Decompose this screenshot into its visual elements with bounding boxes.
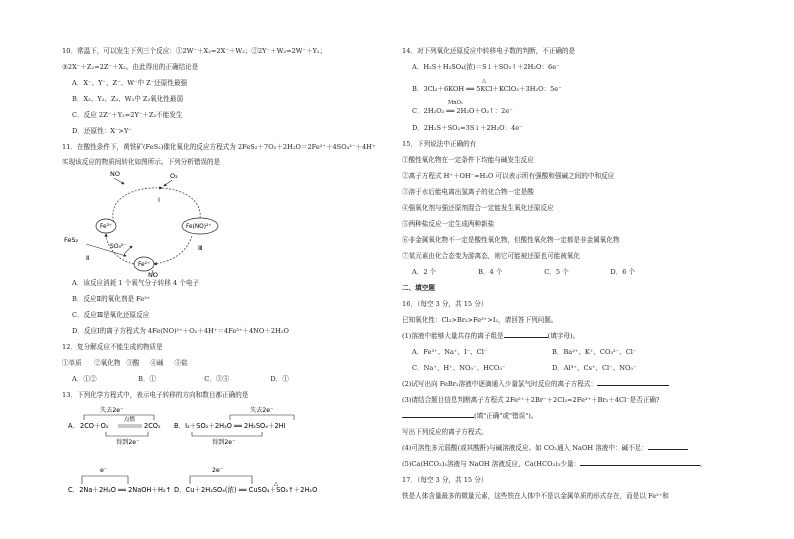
- q13-a-lose-label: 失去2e⁻: [100, 407, 124, 414]
- q16-part5-tail: 。: [700, 460, 707, 468]
- q15-statement-5: ⑤两种盐反应一定生成两种新盐: [402, 220, 495, 228]
- q11-line1: 11．在酸性条件下，黄铁矿(FeS₂)催化氧化的反应方程式为 2FeS₂＋7O₂＋2H₂O＝2Fe²⁺＋4SO₄²⁻＋4H⁺: [62, 143, 376, 151]
- q15-statement-7: ⑦某元素由化合态变为游离态，则它可能被还原也可能被氧化: [402, 252, 581, 260]
- q12-item: ④碱: [150, 359, 164, 367]
- q15-statement-6: ⑥非金属氧化物不一定是酸性氧化物，但酸性氧化物一定都是非金属氧化物: [402, 236, 620, 244]
- q16-part1-text: (1)溶液中能够大量共存的离子组是: [402, 332, 504, 340]
- q16-part3c: 写出下列反应的离子方程式。: [402, 428, 488, 436]
- q15-options: [402, 269, 674, 277]
- step-i-label: Ⅰ: [158, 196, 160, 204]
- q16-part3-blank[interactable]: [402, 417, 474, 418]
- q10-option-c: C．反应 2Z⁻＋Y₂=2Y⁻＋Z₂不能发生: [72, 111, 183, 119]
- cycle-arc-bottom-right: [154, 236, 192, 264]
- q10-line1: 10．常温下，可以发生下列三个反应：①2W⁻＋X₂=2X⁻＋W₂；②2Y⁻＋W₂=2W⁻＋Y₂；: [62, 47, 327, 55]
- q15-option-d: D．6 个: [610, 268, 636, 276]
- q13-c-bracket: [82, 476, 128, 484]
- q13-a-bottom-bracket: [106, 432, 148, 436]
- q16-part4-blank[interactable]: [648, 449, 688, 450]
- q12-item: ③酸: [126, 359, 140, 367]
- q16-option-c: C．Na⁺、H⁺、NO₃⁻、HCO₃⁻: [412, 364, 506, 372]
- q12-option-c: C．③⑤: [204, 375, 230, 383]
- q10-option-b: B．X₂、Y₂、Z₂、W₂中 Z₂氧化性最弱: [72, 95, 184, 103]
- q14-option-d: D．2H₂S＋SO₂=3S↓＋2H₂O：4e⁻: [412, 124, 523, 132]
- no-bottom-label: NO: [148, 271, 158, 278]
- fe3-label: Fe³⁺: [100, 224, 112, 230]
- q12-option-d: D．①: [270, 375, 289, 383]
- q13-a-label: A．: [68, 422, 80, 430]
- q15-stem: 15．下列说法中正确的有: [402, 140, 477, 148]
- q16-part3b-text: (填"正确"或"错误")。: [474, 412, 538, 420]
- step-ii-label: Ⅱ: [86, 254, 90, 262]
- q15-statement-4: ④强氧化剂与强还原剂混合一定能发生氧化还原反应: [402, 204, 554, 212]
- q16-option-a: A．Fe³⁺、Na⁺、I⁻、Cl⁻: [412, 348, 488, 356]
- q16-options-cd: [402, 365, 637, 373]
- q15-option-a: A．2 个: [412, 268, 437, 276]
- q13-a-left: 2CO＋O₂: [80, 422, 109, 430]
- q15-statement-3: ③溶于水后能电离出氢离子的化合物一定是酸: [402, 188, 534, 196]
- q16-given: 已知氧化性：Cl₂>Br₂>Fe³⁺>I₂，请回答下列问题。: [402, 316, 558, 324]
- q10-option-d: D．还原性：X⁻>Y⁻: [72, 127, 132, 135]
- q16-part2-blank[interactable]: [597, 385, 669, 386]
- q12-option-b: B．①: [138, 375, 157, 383]
- q13-equations: [62, 404, 390, 506]
- q10-option-a: A．X⁻、Y⁻、Z⁻、W⁻中 Z⁻还原性最强: [72, 79, 188, 87]
- no-top-label: NO: [110, 170, 120, 178]
- q16-part1-blank[interactable]: [504, 337, 548, 338]
- q13-d-condition: △: [274, 481, 279, 487]
- q16-options-ab: [402, 349, 636, 357]
- q13-c-electron-label: e⁻: [100, 467, 108, 474]
- q12-item: ⑤盐: [174, 359, 188, 367]
- cycle-arc-top-right: [162, 188, 200, 218]
- q11-line2: 实现该反应的物质间转化如图所示。下列分析错误的是: [62, 158, 221, 166]
- feno-label: Fe(NO)²⁺: [186, 224, 212, 230]
- q16-part4-text: (4)可溶性多元弱酸(或其酸酐)与碱溶液反应。如 CO₂通入 NaOH 溶液中：碱不足：: [402, 444, 648, 452]
- q16-part5: [402, 461, 707, 469]
- q16-part4: [402, 445, 688, 453]
- q17-line1: 铁是人体含量最多的微量元素，这些铁在人体中不是以金属单质的形式存在，而是以 Fe²⁺和: [402, 492, 669, 500]
- q13-b-top-bracket: [230, 415, 294, 420]
- no-in-arrow: [114, 178, 124, 184]
- q16-part2-text: (2)试写出向 FeBr₂溶液中逐滴通入少量氯气时反应的离子方程式：: [402, 380, 598, 388]
- q11-option-a: A．该反应消耗 1 个氧气分子转移 4 个电子: [72, 279, 200, 287]
- q14-option-b: B．3Cl₂＋6KOH ══ 5KCl＋KClO₃＋3H₂O：5e⁻: [412, 85, 562, 93]
- fe2-label: Fe²⁺: [138, 262, 150, 268]
- q16-part2: [402, 381, 669, 389]
- cycle-arc-top-left: [113, 188, 162, 222]
- q12-item: ②氧化物: [94, 359, 121, 367]
- q13-a-gain-label: 得到2e⁻: [116, 439, 140, 446]
- reaction-cycle-svg: [62, 170, 262, 278]
- step-iii-label: Ⅲ: [198, 244, 203, 252]
- reaction-cycle-diagram: [62, 170, 262, 278]
- q15-option-c: C．5 个: [544, 268, 569, 276]
- section-fill-in-title: 二、填空题: [402, 284, 435, 292]
- q16-part5-blank[interactable]: [580, 465, 700, 466]
- q16-part1-tail: (填字母)。: [547, 332, 580, 340]
- q14-option-c: C．2H₂O₂ ══ 2H₂O＋O₂↑：2e⁻: [412, 107, 513, 115]
- q12-option-a: A．①②: [72, 375, 97, 383]
- q16-part3b: [402, 413, 537, 421]
- q13-d-bracket: [190, 476, 252, 484]
- q13-a-condition: 点燃: [124, 417, 136, 423]
- q14-option-a: A．H₂S＋H₂SO₄(浓)＝S↓＋SO₂↑＋2H₂O：6e⁻: [412, 63, 560, 71]
- q16-stem: 16．（每空 3 分，共 15 分）: [402, 300, 488, 308]
- q16-part5-text: (5)Ca(HCO₃)₂溶液与 NaOH 溶液反应，Ca(HCO₃)₂少量：: [402, 460, 581, 468]
- q13-stem: 13．下列化学方程式中，表示电子转移的方向和数目都正确的是: [62, 391, 249, 399]
- q12-items: [62, 360, 196, 368]
- q15-option-b: B．4 个: [478, 268, 503, 276]
- q16-part1: [402, 333, 579, 341]
- q13-b-bottom-bracket: [192, 432, 262, 436]
- q13-equations-svg: [62, 404, 390, 506]
- q12-stem: 12．复分解反应不能生成的物质是: [62, 343, 163, 351]
- q10-line2: ③2X⁻＋Z₂=2Z⁻＋X₂。由此得出的正确结论是: [62, 63, 199, 71]
- q17-stem: 17．（每空 3 分，共 15 分）: [402, 476, 488, 484]
- q14-b-condition: △: [482, 78, 487, 84]
- q15-statement-1: ①酸性氧化物在一定条件下均能与碱发生反应: [402, 156, 534, 164]
- q13-a-right: 2CO₂: [144, 422, 161, 430]
- q13-a-top-bracket: [84, 415, 154, 420]
- q13-c-equation: C．2Na＋2H₂O ══ 2NaOH＋H₂↑: [68, 486, 172, 494]
- q13-b-lose-label: 失去2e⁻: [250, 407, 274, 414]
- q15-statement-2: ②离子方程式 H⁺＋OH⁻=H₂O 可以表示所有强酸和强碱之间的中和反应: [402, 172, 615, 180]
- fes2-label: FeS₂: [64, 236, 79, 244]
- q13-d-equation: D．Cu＋2H₂SO₄(浓) ══ CuSO₄＋SO₂↑＋2H₂O: [174, 486, 318, 494]
- o2-label: O₂: [170, 172, 178, 180]
- q13-b-gain-label: 得到2e⁻: [212, 439, 236, 446]
- q11-option-c: C．反应Ⅲ是氧化还原反应: [72, 311, 150, 319]
- q12-item: ①单质: [62, 359, 82, 367]
- q14-c-condition: MnO₂: [448, 100, 463, 106]
- q13-b-equation: B．I₂＋SO₂＋2H₂O ══ 2H₂SO₄＋2HI: [174, 422, 286, 430]
- q16-part3a: (3)请结合题目信息判断离子方程式 2Fe²⁺＋2Br⁻＋2Cl₂=2Fe³⁺＋Br₂＋4Cl⁻是否正确?: [402, 396, 660, 404]
- so4-label: SO₄²⁻: [110, 243, 127, 250]
- q11-option-b: B．反应Ⅱ的氧化剂是 Fe³⁺: [72, 295, 151, 303]
- q14-stem: 14．对下列氧化还原反应中转移电子数的判断，不正确的是: [402, 47, 576, 55]
- q12-options: [62, 376, 334, 384]
- q11-option-d: D．反应Ⅰ的离子方程式为 4Fe(NO)²⁺＋O₂＋4H⁺＝4Fe³⁺＋4NO＋2H₂O: [72, 327, 289, 335]
- o2-in-arrow: [164, 180, 172, 186]
- q16-option-d: D．Al³⁺、Cs⁺、Cl⁻、NO₃⁻: [552, 364, 637, 372]
- q16-option-b: B．Ba²⁺、K⁺、CO₃²⁻、Cl⁻: [552, 348, 637, 356]
- q13-d-electron-label: 2e⁻: [212, 467, 224, 474]
